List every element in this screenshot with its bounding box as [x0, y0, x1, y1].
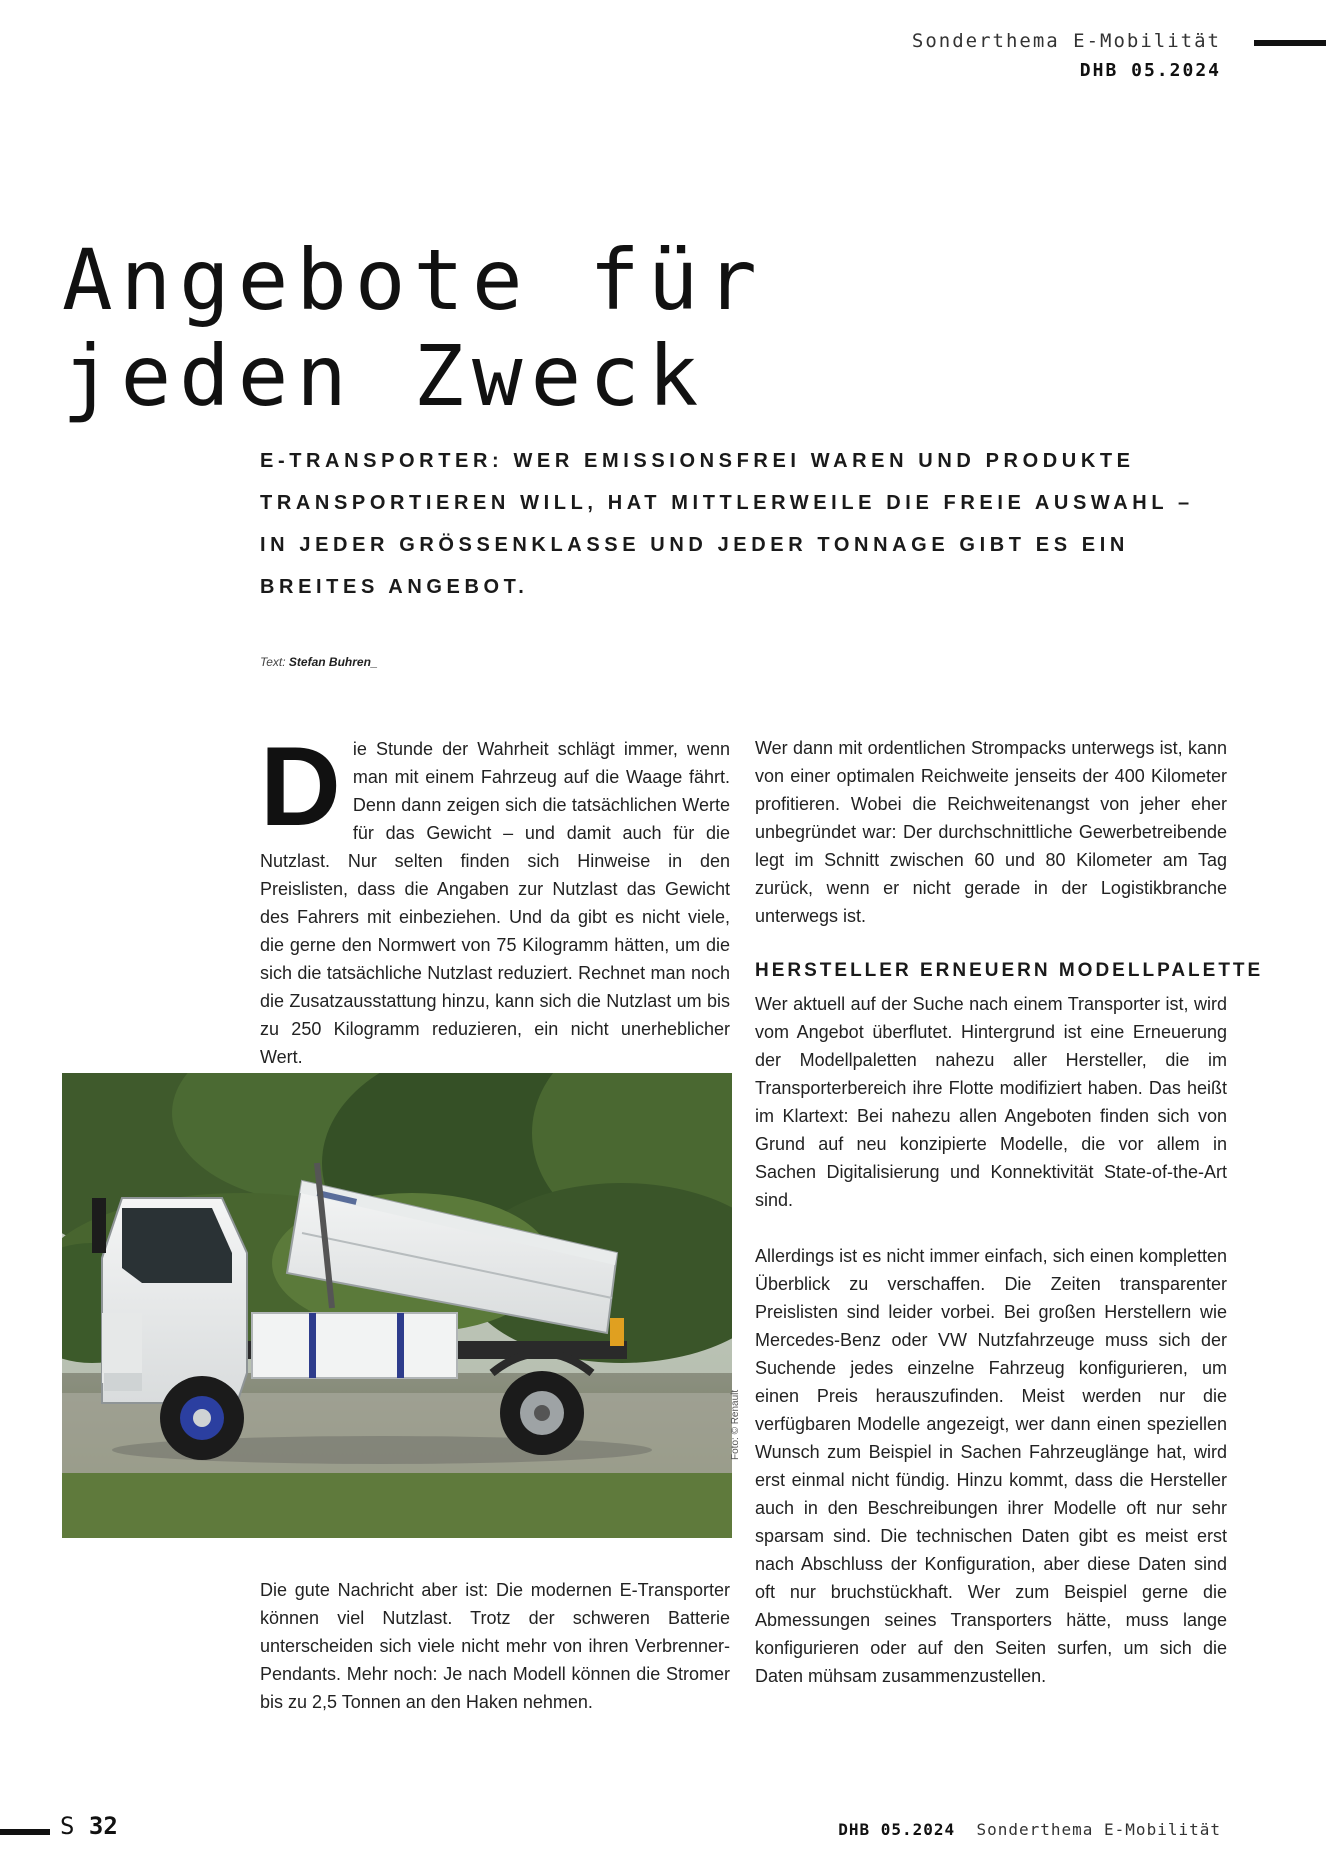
article-title [62, 232, 1162, 424]
article-byline [260, 655, 378, 669]
header-rule [1254, 40, 1326, 46]
body-column-right [755, 734, 1264, 1690]
footer-section: Sonderthema E-Mobilität [976, 1820, 1221, 1839]
footer-rule [0, 1829, 50, 1835]
article-title-line-2: jeden Zweck [62, 327, 707, 425]
body-paragraph-1-text: ie Stunde der Wahrheit schlägt immer, wenn man mit einem Fahrzeug auf die Waage fährt. Denn dann zeigen sich die tatsächlichen Werte für das Gewicht – und damit auch für die Nutzlast. Nur selten finden sich Hinweise in den Preislisten, dass die Angaben zur Nutzlast das Gewicht des Fahrers mit einbeziehen. Und da gibt es nicht viele, die gerne den Normwert von 75 Kilogramm hätten, um die sich die tatsächliche Nutzlast reduziert. Rechnet man noch die Zusatzausstattung hinzu, kann sich die Nutzlast um bis zu 250 Kilogramm reduzieren, ein nicht unerheblicher Wert. [260, 739, 730, 1067]
footer-issue: DHB 05.2024 [838, 1820, 956, 1839]
article-lead: E-TRANSPORTER: WER EMISSIONSFREI WAREN UND PRODUKTE TRANSPORTIEREN WILL, HAT MITTLERWEILE DIE FREIE AUSWAHL – IN JEDER GRÖSSENKLASSE UND JEDER TONNAGE GIBT ES EIN BREITES ANGEBOT. [260, 450, 1194, 598]
footer-issue-section [838, 1820, 1221, 1839]
body-column-left-top [260, 724, 730, 1071]
truck-photo-illustration [62, 1073, 732, 1538]
body-paragraph-1 [260, 724, 730, 1071]
header-section-label: Sonderthema E-Mobilität [911, 30, 1221, 52]
drop-cap: D [260, 724, 341, 849]
footer-page-prefix: S [60, 1812, 75, 1840]
byline-author: Stefan Buhren_ [288, 655, 378, 669]
body-paragraph-3: Wer dann mit ordentlichen Strompacks unterwegs ist, kann von einer optimalen Reichweite jenseits der 400 Kilometer profitieren. Wobei die Reichweitenangst von jeher eher unbegründet war: Der durchschnittliche Gewerbetreibende legt im Schnitt zwischen 60 und 80 Kilometer am Tag zurück, wenn er nicht gerade in der Logistikbranche unterwegs ist. [755, 738, 1227, 926]
photo-credit: Foto: © Renault [730, 1389, 741, 1460]
section-subhead: HERSTELLER ERNEUERN MODELLPALETTE [755, 960, 1264, 981]
body-paragraph-2: Die gute Nachricht aber ist: Die modernen E-Transporter können viel Nutzlast. Trotz der schweren Batterie unterscheiden sich viele nicht mehr von ihren Verbrenner-Pendants. Mehr noch: Je nach Modell können die Stromer bis zu 2,5 Tonnen an den Haken nehmen. [260, 1580, 730, 1712]
byline-prefix: Text: [260, 655, 289, 669]
footer-page-number [60, 1812, 118, 1840]
header-issue-label: DHB 05.2024 [1079, 60, 1221, 81]
article-photo [62, 1073, 732, 1538]
body-paragraph-4: Wer aktuell auf der Suche nach einem Transporter ist, wird vom Angebot überflutet. Hintergrund ist eine Erneuerung der Modellpaletten nahezu aller Hersteller, die im Transporterbereich ihre Flotte modifiziert haben. Das heißt im Klartext: Bei nahezu allen Angeboten finden sich von Grund auf neu konzipierte Modelle, die vor allem in Sachen Digitalisierung und Konnektivität State-of-the-Art sind. [755, 994, 1227, 1210]
body-column-left-bottom [260, 1576, 730, 1716]
body-paragraph-5: Allerdings ist es nicht immer einfach, sich einen kompletten Überblick zu verschaffen. Die Zeiten transparenter Preislisten sind leider vorbei. Bei großen Herstellern wie Mercedes-Benz oder VW Nutzfahrzeuge muss sich der Suchende jedes einzelne Fahrzeug konfigurieren, um einen Preis herauszufinden. Meist werden nur die verfügbaren Modelle angezeigt, wer dann einen speziellen Wunsch zum Beispiel in Sachen Fahrzeuglänge hat, wird erst einmal nicht fündig. Hinzu kommt, dass die Hersteller auch in den Beschreibungen ihrer Modelle oft nur sehr sparsam sind. Die technischen Daten gibt es meist erst nach Abschluss der Konfiguration, aber diese Daten sind oft nur bruchstückhaft. Wer zum Beispiel gerne die Abmessungen seines Transporters hätte, muss lange konfigurieren oder auf den Seiten surfen, um sich die Daten mühsam zusammenzustellen. [755, 1246, 1227, 1686]
article-title-line-1: Angebote für [62, 231, 765, 329]
footer-page-num: 32 [88, 1812, 118, 1840]
